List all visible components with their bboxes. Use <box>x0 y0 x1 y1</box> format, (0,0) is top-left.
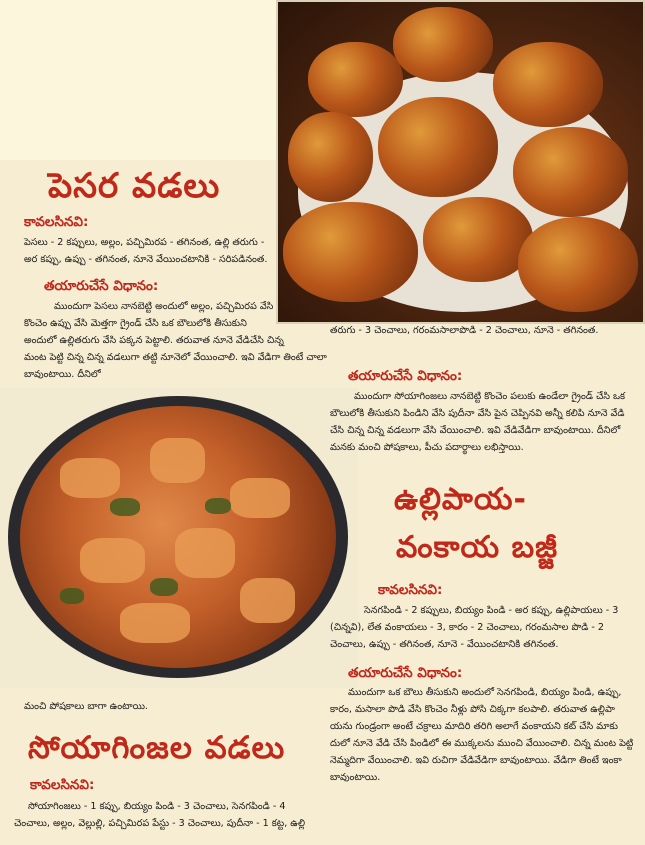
bajji-piece <box>150 438 205 483</box>
bajji-piece <box>240 578 295 623</box>
header-blank-panel <box>0 0 276 160</box>
method-line: బౌలులోకి తీసుకుని పిండిని వేసి పుదీనా వేసి పైన చెప్పినవి అన్నీ కలిపి నూనె వేడి <box>330 408 625 419</box>
article3-ingredients <box>330 602 642 653</box>
mint-leaf <box>150 578 178 596</box>
article2-method-heading: తయారుచేసే విధానం: <box>348 368 463 384</box>
article3-method <box>330 684 642 786</box>
article2-ingredients-continued: తరుగు - 3 చెంచాలు, గరంమసాలాపొడి - 2 చెంచాలు, నూనె - తగినంత. <box>330 325 599 336</box>
vada <box>493 42 603 127</box>
article2-ingredients-heading: కావలసినవి: <box>30 777 95 793</box>
article3-ingredients-heading: కావలసినవి: <box>378 582 443 598</box>
method-line: చేసి చిన్న చిన్న వడలుగా వేసి వేయించాలి. ఇవి వేడివేడిగా బావుంటాయి. దీనిలో <box>330 425 621 436</box>
bajji-piece <box>230 478 290 518</box>
ingredients-line: సోయాగింజలు - 1 కప్పు, బియ్యం పిండి - 3 చెంచాలు, సెనగపిండి - 4 <box>28 801 286 812</box>
article2-title: సోయాగింజల వడలు <box>28 730 286 766</box>
method-line: అందులో ఉల్లితరుగు వేసి పక్కన పెట్టాలి. తరువాత నూనె వేడిచేసి చిన్న <box>24 335 284 346</box>
article1-ingredients <box>24 234 272 268</box>
ingredients-line: అర కప్పు, ఉప్పు - తగినంత, నూనె వేయించటానికి - సరిపడినంత. <box>24 254 268 265</box>
ingredients-line: (చిన్నవి), లేత వంకాయలు - 3, కారం - 2 చెంచాలు, గరంమసాల పొడి - 2 <box>330 622 604 633</box>
vada <box>518 217 638 312</box>
article3-title-line1: ఉల్లిపాయ- <box>394 482 527 517</box>
article1-ingredients-heading: కావలసినవి: <box>24 214 89 230</box>
mint-leaf <box>60 588 84 604</box>
vada <box>283 202 418 302</box>
ingredients-line: సెనగపిండి - 2 కప్పులు, బియ్యం పిండి - అర కప్పు, ఉల్లిపాయలు - 3 <box>364 605 619 616</box>
vada <box>288 112 373 202</box>
article2-ingredients <box>14 798 339 832</box>
bajji-piece <box>175 528 235 578</box>
mint-leaf <box>205 498 231 514</box>
article2-method <box>330 388 642 456</box>
vada <box>393 7 493 82</box>
vada <box>513 127 628 217</box>
article1-method-heading: తయారుచేసే విధానం: <box>44 278 159 294</box>
method-line: కొంచెం ఉప్పు వేసి మెత్తగా గ్రైండ్ చేసి ఒక బౌలులోకి తీసుకుని <box>24 318 247 329</box>
method-line: యను గుండ్రంగా అంటే చక్రాలు మాదిరి తరిగి అలాగే వంకాయని కట్ చేసి మాకు <box>330 721 618 732</box>
method-line: బావుంటాయి. <box>330 772 381 783</box>
method-line: మంట పెట్టి చిన్న చిన్న వడలుగా తట్టి నూనెలో వేయించాలి. ఇవి వేడిగా తింటే చాలా <box>24 352 327 363</box>
method-line: ముందుగా ఒక బౌలు తీసుకుని అందులో సెనగపిండి, బియ్యం పిండి, ఉప్పు, <box>348 687 622 698</box>
vada <box>423 197 533 282</box>
article1-method <box>24 298 334 383</box>
method-line: మనకు మంచి పోషకాలు, పీచు పదార్థాలు లభిస్తాయి. <box>330 442 524 453</box>
bajji-piece <box>60 458 120 498</box>
bajji-piece <box>80 538 145 583</box>
method-line: ముందుగా సోయాగింజలు నానబెట్టి కొంచెం పలుకు ఉండేలా గ్రైండ్ చేసి ఒక <box>354 391 626 402</box>
bajji-piece <box>120 603 190 643</box>
method-line: దులో నూనె వేడి చేసి పిండిలో ఈ ముక్కలను ముంచి వేయించాలి. చిన్న మంట పెట్టి <box>330 738 634 749</box>
pesara-vada-photo <box>276 0 645 324</box>
article1-title: పెసర వడలు <box>48 166 221 206</box>
method-line: కారం, మసాలా పొడి వేసి కొంచెం నీళ్లు పోసి చిక్కగా కలపాలి. తరువాత ఉల్లిపా <box>330 704 615 715</box>
method-line: ముందుగా పెసలు నానబెట్టి అందులో అల్లం, పచ్చిమిరప వేసి <box>54 301 274 312</box>
vada <box>378 97 498 197</box>
article3-title-line2: వంకాయ బజ్జీ <box>396 530 559 565</box>
mint-leaf <box>110 498 140 516</box>
vada <box>308 42 403 117</box>
ingredients-line: చెంచాలు, అల్లం, వెల్లుల్లి, పచ్చిమిరప పేస్టు - 3 చెంచాలు, పుదీనా - 1 కట్ట, ఉల్లి <box>14 818 305 829</box>
ingredients-line: పెసలు - 2 కప్పులు, అల్లం, పచ్చిమిరప - తగినంత, ఉల్లి తరుగు - <box>24 237 265 248</box>
ingredients-line: చెంచాలు, ఉప్పు - తగినంత, నూనె - వేయించటానికి తగినంత. <box>330 639 559 650</box>
method-line: నెమ్మదిగా వేయించాలి. ఇవి రుచిగా వేడివేడిగా బావుంటాయి. వేడిగా తింటే ఇంకా <box>330 755 622 766</box>
method-line: బావుంటాయి. దీనిలో <box>24 369 101 380</box>
article3-method-heading: తయారుచేసే విధానం: <box>348 665 463 681</box>
bajji-bowl-photo <box>0 388 358 688</box>
article1-continuation: మంచి పోషకాలు బాగా ఉంటాయి. <box>24 701 148 712</box>
